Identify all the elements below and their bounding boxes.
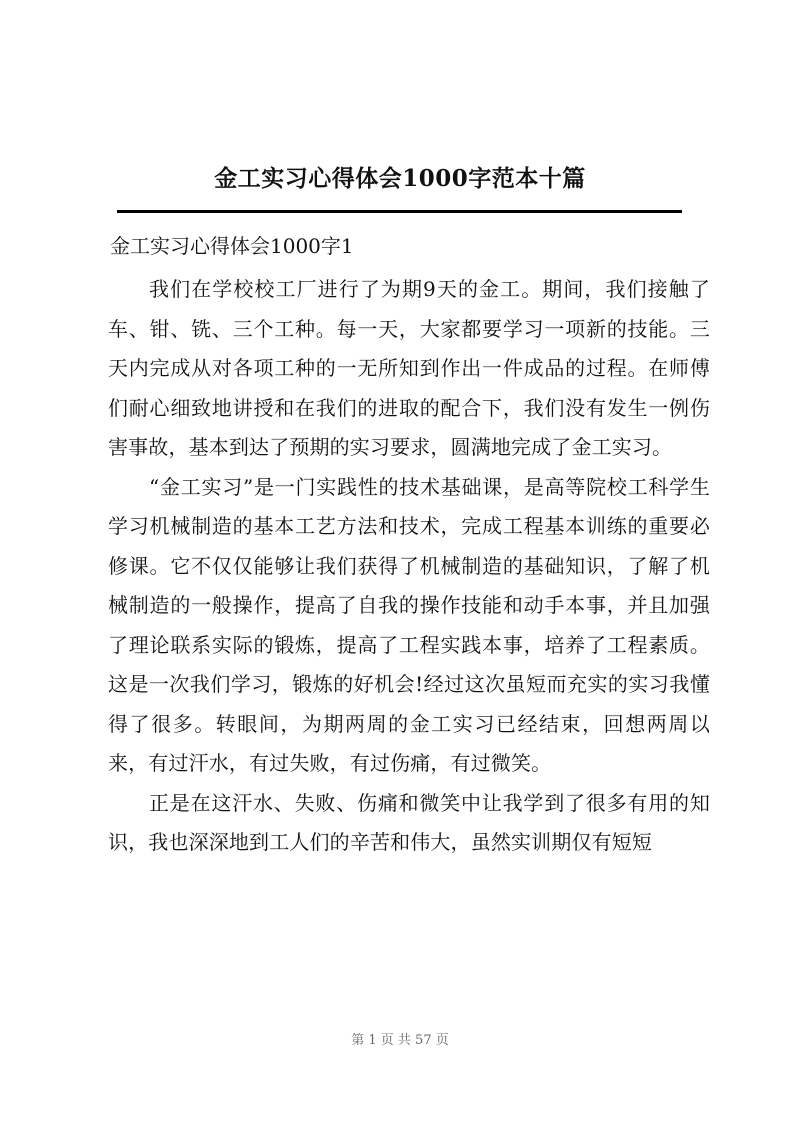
paragraph-1: 我们在学校校工厂进行了为期9天的金工。期间，我们接触了车、钳、铣、三个工种。每一天，大家都要学习一项新的技能。三天内完成从对各项工种的一无所知到作出一件成品的过程。在师傅们耐心细致地讲授和在我们的进取的配合下，我们没有发生一例伤害事故，基本到达了预期的实习要求，圆满地完成了金工实习。 [108,277,710,459]
page-number-text: 第 1 页 共 57 页 [351,1033,449,1048]
section-heading: 金工实习心得体会1000字1 [110,234,354,258]
paragraph-3: 正是在这汗水、失败、伤痛和微笑中让我学到了很多有用的知识，我也深深地到工人们的辛苦和伟大，虽然实训期仅有短短 [108,790,710,854]
document-body [108,270,710,863]
paragraph-2: “金工实习”是一门实践性的技术基础课，是高等院校工科学生学习机械制造的基本工艺方法和技术，完成工程基本训练的重要必修课。它不仅仅能够让我们获得了机械制造的基础知识，了解了机械制造的一般操作，提高了自我的操作技能和动手本事，并且加强了理论联系实际的锻炼，提高了工程实践本事，培养了工程素质。这是一次我们学习，锻炼的好机会!经过这次虽短而充实的实习我懂得了很多。转眼间，为期两周的金工实习已经结束，回想两周以来，有过汗水，有过失败，有过伤痛，有过微笑。 [108,474,710,775]
page-footer [0,1031,800,1051]
document-title: 金工实习心得体会1000字范本十篇 [214,165,586,192]
title-underline-rule [117,210,682,213]
